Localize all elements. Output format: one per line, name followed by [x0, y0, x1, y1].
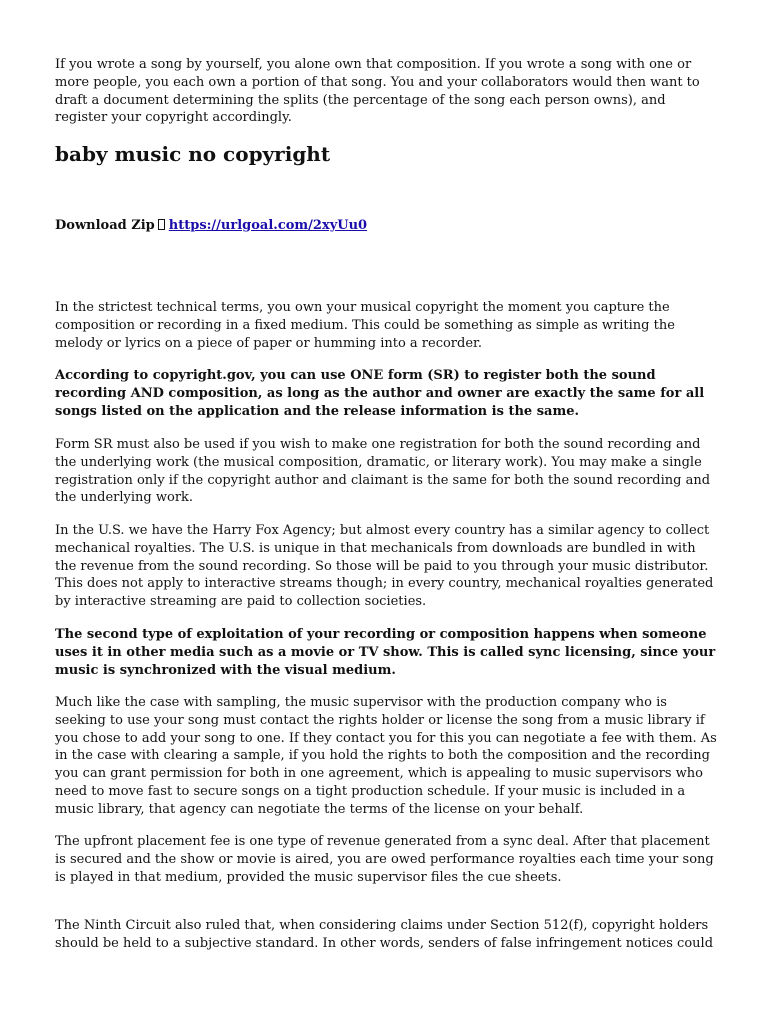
paragraph-block-1: [55, 299, 717, 352]
paragraph-block-4: [55, 522, 717, 611]
body-paragraph: Much like the case with sampling, the music supervisor with the production company who is seeking to use your song must contact the rights holder or license the song from a music library if you chose to add your song to one. If they contact you for this you can negotiate a fee with them. As in the case with clearing a sample, if you hold the rights to both the composition and the recording you can grant permission for both in one agreement, which is appealing to music supervisors who need to move fast to secure songs on a tight production schedule. If your music is included in a music library, that agency can negotiate the terms of the license on your behalf.: [55, 695, 717, 817]
download-line: [55, 217, 717, 234]
download-label: Download Zip: [55, 218, 155, 233]
bold-paragraph: The second type of exploitation of your recording or composition happens when someone uses it in other media such as a movie or TV show. This is called sync licensing, since your music is synchronized with the visual medium.: [55, 627, 716, 678]
paragraph-block-2: [55, 367, 717, 420]
paragraph-block-6: [55, 694, 717, 819]
title-block: [55, 142, 717, 166]
paragraph-block-5: [55, 626, 717, 679]
page-title: baby music no copyright: [55, 142, 331, 166]
bold-paragraph: According to copyright.gov, you can use ONE form (SR) to register both the sound recording AND composition, as long as the author and owner are exactly the same for all songs listed on the application and the release information is the same.: [55, 368, 705, 419]
body-paragraph: In the U.S. we have the Harry Fox Agency; but almost every country has a similar agency to collect mechanical royalties. The U.S. is unique in that mechanicals from downloads are bundled in with the revenue from the sound recording. So those will be paid to you through your music distributor. This does not apply to interactive streams though; in every country, mechanical royalties generated by interactive streaming are paid to collection societies.: [55, 523, 714, 610]
intro-paragraph: If you wrote a song by yourself, you alone own that composition. If you wrote a song with one or more people, you each own a portion of that song. You and your collaborators would then want to draft a document determining the splits (the percentage of the song each person owns), and register your copyright accordingly.: [55, 57, 700, 126]
body-paragraph: Form SR must also be used if you wish to make one registration for both the sound recording and the underlying work (the musical composition, dramatic, or literary work). You may make a single registration only if the copyright author and claimant is the same for both the sound recording and the underlying work.: [55, 437, 711, 506]
download-link[interactable]: https://urlgoal.com/2xyUu0: [168, 218, 368, 233]
intro-block: [55, 56, 717, 127]
body-paragraph: The Ninth Circuit also ruled that, when considering claims under Section 512(f), copyright holders should be held to a subjective standard. In other words, senders of false infringement notices could: [55, 918, 714, 951]
paragraph-block-3: [55, 436, 717, 507]
box-glyph-icon: [158, 219, 165, 230]
body-paragraph: The upfront placement fee is one type of revenue generated from a sync deal. After that placement is secured and the show or movie is aired, you are owed performance royalties each time your song is played in that medium, provided the music supervisor files the cue sheets.: [55, 834, 714, 885]
body-paragraph: In the strictest technical terms, you own your musical copyright the moment you capture the composition or recording in a fixed medium. This could be something as simple as writing the melody or lyrics on a piece of paper or humming into a recorder.: [55, 300, 675, 351]
paragraph-block-7: [55, 833, 717, 886]
paragraph-block-8: [55, 917, 717, 953]
